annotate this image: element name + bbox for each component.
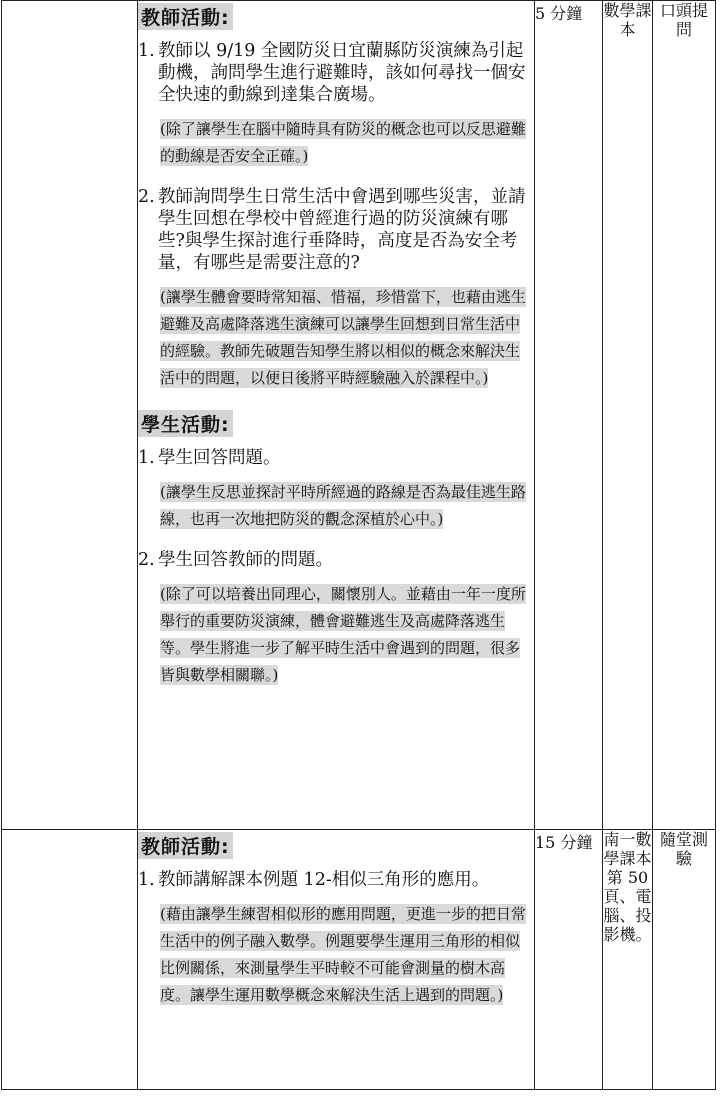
item-text: 教師講解課本例題 12-相似三角形的應用。 [158, 870, 490, 890]
item-number: 2. [138, 187, 155, 207]
assessment-cell: 隨堂測驗 [653, 830, 716, 1090]
activity-cell [138, 1, 535, 830]
time-cell: 5 分鐘 [535, 1, 603, 830]
item-text: 學生回答問題。 [158, 448, 281, 468]
item-text: 學生回答教師的問題。 [158, 550, 333, 570]
note-text: (除了讓學生在腦中隨時具有防災的概念也可以反思避難的動線是否安全正確。) [160, 120, 526, 165]
time-cell: 15 分鐘 [535, 830, 603, 1090]
activity-note [160, 901, 526, 1009]
note-text: (讓學生反思並探討平時所經過的路線是否為最佳逃生路線，也再一次地把防災的觀念深植於心中。) [160, 483, 526, 528]
activity-note [160, 479, 526, 533]
activity-cell [138, 830, 535, 1090]
item-number: 1. [138, 41, 155, 61]
activity-item [138, 869, 534, 891]
note-text: (藉由讓學生練習相似形的應用問題，更進一步的把日常生活中的例子融入數學。例題要學生運用三角形的相似比例關係，來測量學生平時較不可能會測量的樹木高度。讓學生運用數學概念來解決生活上遇到的問題。) [160, 905, 526, 1004]
lesson-plan-table [1, 0, 716, 1090]
activity-note [160, 581, 526, 689]
note-text: (除了可以培養出同理心，關懷別人。並藉由一年一度所舉行的重要防災演練，體會避難逃生及高處降落逃生等。學生將進一步了解平時生活中會遇到的問題，很多皆與數學相關聯。) [160, 585, 526, 684]
section-heading: 學生活動: [138, 410, 233, 437]
blank-cell [2, 830, 138, 1090]
resource-cell: 南一數學課本第 50 頁、電腦、投影機。 [603, 830, 653, 1090]
activity-item [138, 549, 534, 571]
blank-cell [2, 1, 138, 830]
assessment-cell: 口頭提問 [653, 1, 716, 830]
item-number: 1. [138, 448, 155, 468]
activity-item [138, 186, 534, 274]
resource-cell: 數學課本 [603, 1, 653, 830]
item-text: 教師詢問學生日常生活中會遇到哪些災害，並請學生回想在學校中曾經進行過的防災演練有哪些?與學生探討進行垂降時，高度是否為安全考量，有哪些是需要注意的? [158, 187, 526, 273]
activity-note [160, 116, 526, 170]
section-heading: 教師活動: [138, 3, 233, 30]
item-number: 2. [138, 550, 155, 570]
note-text: (讓學生體會要時常知福、惜福，珍惜當下，也藉由逃生避難及高處降落逃生演練可以讓學生回想到日常生活中的經驗。教師先破題告知學生將以相似的概念來解決生活中的問題，以便日後將平時經驗融入於課程中。) [160, 288, 526, 387]
lesson-row-2 [2, 830, 716, 1090]
item-text: 教師以 9/19 全國防災日宜蘭縣防災演練為引起動機，詢問學生進行避難時，該如何尋找一個安全快速的動線到達集合廣場。 [158, 41, 526, 105]
activity-note [160, 284, 526, 392]
activity-item [138, 40, 534, 106]
activity-item [138, 447, 534, 469]
item-number: 1. [138, 870, 155, 890]
lesson-row-1 [2, 1, 716, 830]
section-heading: 教師活動: [138, 832, 233, 859]
